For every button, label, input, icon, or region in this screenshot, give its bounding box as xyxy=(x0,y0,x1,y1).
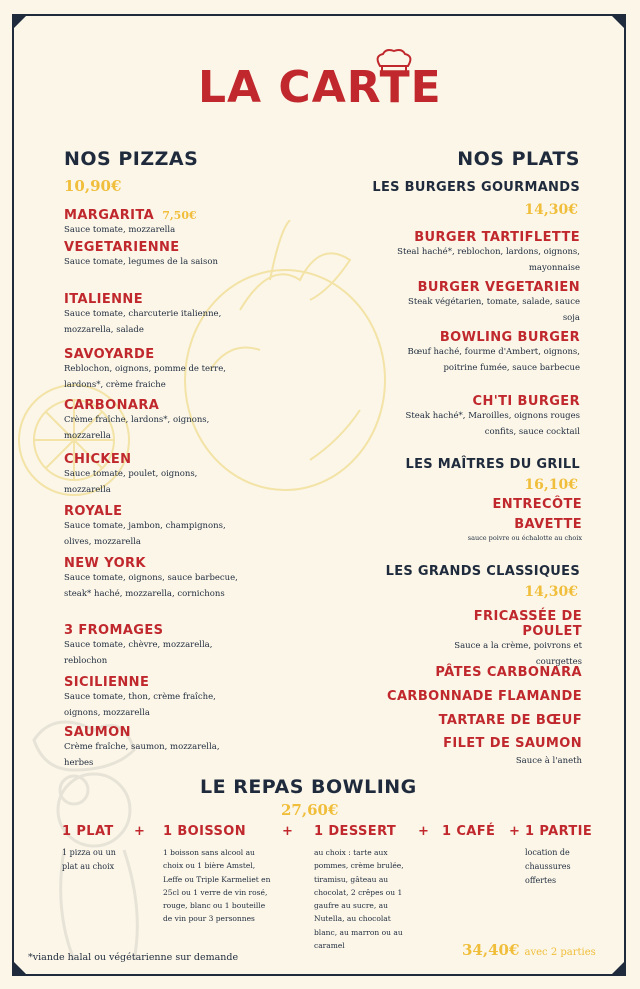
classique-name: PÂTES CARBONARA xyxy=(435,665,582,680)
classique-name: FILET DE SAUMON xyxy=(443,736,582,751)
pizza-item xyxy=(64,204,229,239)
plus-sign: + xyxy=(134,824,146,839)
pizza-item xyxy=(64,556,244,602)
plats-heading: NOS PLATS xyxy=(457,148,580,170)
pizza-item xyxy=(64,675,229,721)
burgers-price: 14,30€ xyxy=(524,202,578,218)
grill-item: BAVETTE xyxy=(514,517,582,532)
grill-note: sauce poivre ou échalotte au choix xyxy=(467,534,582,542)
burger-desc: Steak végétarien, tomate, salade, sauce soja xyxy=(408,297,580,323)
burger-desc: Steal haché*, reblochon, lardons, oignons, mayonnaise xyxy=(397,247,580,273)
repas-partie-desc: location de chaussures offertes xyxy=(525,848,571,885)
burger-name: BURGER VEGETARIEN xyxy=(417,280,580,295)
plus-sign: + xyxy=(282,824,294,839)
pizza-item xyxy=(64,347,229,393)
burger-desc: Steak haché*, Maroilles, oignons rouges confits, sauce cocktail xyxy=(405,411,580,437)
classiques-price: 14,30€ xyxy=(524,584,578,600)
pizza-item xyxy=(64,504,229,550)
burger-item xyxy=(390,230,580,276)
pizza-name: SAUMON xyxy=(64,725,131,740)
repas-boisson-label: 1 BOISSON xyxy=(163,824,247,839)
pizza-item xyxy=(64,292,229,338)
repas-dessert-desc: au choix : tarte aux pommes, crème brulée, tiramisu, gâteau au chocolat, 2 crêpes ou 1 gaufre au sucre, au Nutella, au chocolat blanc, au marron ou au caramel xyxy=(314,848,404,951)
pizza-item xyxy=(64,725,229,771)
pizzas-price: 10,90€ xyxy=(64,177,122,195)
pizza-desc: Sauce tomate, poulet, oignons, mozzarella xyxy=(64,469,198,495)
pizza-name: NEW YORK xyxy=(64,556,146,571)
grill-heading: LES MAÎTRES DU GRILL xyxy=(405,457,580,472)
plus-sign: + xyxy=(509,824,521,839)
repas-price-2-note: avec 2 parties xyxy=(524,947,596,958)
pizza-desc: Sauce tomate, charcuterie italienne, mozzarella, salade xyxy=(64,309,222,335)
pizza-desc: Sauce tomate, thon, crème fraîche, oignons, mozzarella xyxy=(64,692,216,718)
repas-partie-label: 1 PARTIE xyxy=(525,824,593,839)
burgers-heading: LES BURGERS GOURMANDS xyxy=(372,180,580,195)
repas-boisson-desc: 1 boisson sans alcool au choix ou 1 bière Amstel, Leffe ou Triple Karmeliet en 25cl ou 1 verre de vin rosé, rouge, blanc ou 1 bouteille de vin pour 3 personnes xyxy=(163,848,271,924)
pizza-desc: Sauce tomate, legumes de la saison xyxy=(64,257,218,267)
pizza-name: VEGETARIENNE xyxy=(64,240,180,255)
classique-name: FRICASSÉE DE POULET xyxy=(473,609,582,639)
burger-name: BOWLING BURGER xyxy=(439,330,580,345)
burger-desc: Bœuf haché, fourme d'Ambert, oignons, poitrine fumée, sauce barbecue xyxy=(407,347,580,373)
plus-sign: + xyxy=(418,824,430,839)
pizzas-heading: NOS PIZZAS xyxy=(64,148,199,170)
burger-name: CH'TI BURGER xyxy=(472,394,580,409)
pizza-desc: Sauce tomate, chèvre, mozzarella, reblochon xyxy=(64,640,213,666)
pizza-item xyxy=(64,240,229,271)
classique-name: CARBONNADE FLAMANDE xyxy=(387,689,582,704)
pizza-desc: Crème fraîche, lardons*, oignons, mozzarella xyxy=(64,415,210,441)
pizza-name: ROYALE xyxy=(64,504,123,519)
pizza-item xyxy=(64,452,229,498)
pizza-item xyxy=(64,398,229,444)
classique-name: TARTARE DE BŒUF xyxy=(438,713,582,728)
classiques-heading: LES GRANDS CLASSIQUES xyxy=(385,564,580,579)
burger-item xyxy=(400,394,580,440)
repas-price-2 xyxy=(462,940,596,959)
pizza-name: SICILIENNE xyxy=(64,675,150,690)
burger-item xyxy=(390,280,580,326)
pizza-desc: Sauce tomate, mozzarella xyxy=(64,225,176,235)
pizza-name: CHICKEN xyxy=(64,452,132,467)
pizza-desc: Sauce tomate, oignons, sauce barbecue, steak* haché, mozzarella, cornichons xyxy=(64,573,238,599)
pizza-item xyxy=(64,623,239,669)
repas-heading: LE REPAS BOWLING xyxy=(200,776,417,798)
pizza-name: MARGARITA xyxy=(64,208,155,223)
pizza-desc: Crème fraîche, saumon, mozzarella, herbes xyxy=(64,742,220,768)
burger-name: BURGER TARTIFLETTE xyxy=(414,230,580,245)
classique-desc: Sauce à l'aneth xyxy=(515,756,582,766)
repas-price-2-value: 34,40€ xyxy=(462,941,520,959)
pizza-desc: Sauce tomate, jambon, champignons, olives, mozzarella xyxy=(64,521,226,547)
repas-plat-label: 1 PLAT xyxy=(62,824,114,839)
pizza-name: CARBONARA xyxy=(64,398,160,413)
grill-price: 16,10€ xyxy=(524,477,578,493)
pizza-name: 3 FROMAGES xyxy=(64,623,164,638)
pizza-name: SAVOYARDE xyxy=(64,347,155,362)
pizza-price: 7,50€ xyxy=(162,209,197,222)
repas-cafe-label: 1 CAFÉ xyxy=(442,824,496,839)
classique-item xyxy=(412,609,582,670)
repas-price: 27,60€ xyxy=(281,801,339,819)
burger-item xyxy=(405,330,580,376)
repas-dessert-label: 1 DESSERT xyxy=(314,824,397,839)
page-title: LA CARTE xyxy=(198,62,442,113)
pizza-desc: Reblochon, oignons, pomme de terre, lardons*, crème fraiche xyxy=(64,364,226,390)
grill-item: ENTRECÔTE xyxy=(492,497,582,512)
repas-plat-desc: 1 pizza ou un plat au choix xyxy=(62,848,116,871)
pizza-name: ITALIENNE xyxy=(64,292,143,307)
footnote: *viande halal ou végétarienne sur demande xyxy=(28,952,239,963)
classique-desc: Sauce a la crème, poivrons et courgettes xyxy=(454,641,582,667)
